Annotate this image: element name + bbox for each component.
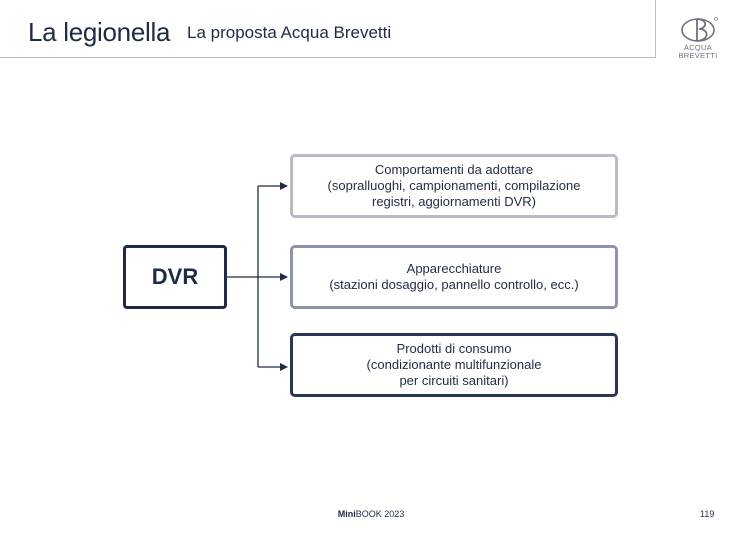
footer-book-title xyxy=(0,509,742,519)
footer-book-bold: Mini xyxy=(337,509,356,519)
item-1-line-2: (sopralluoghi, campionamenti, compilazione xyxy=(327,178,581,193)
page-number: 119 xyxy=(700,509,715,519)
item-3-line-2: (condizionante multifunzionale xyxy=(366,357,542,372)
page-subtitle: La proposta Acqua Brevetti xyxy=(187,23,392,42)
item-box-prodotti xyxy=(290,333,618,397)
item-3-line-1: Prodotti di consumo xyxy=(396,341,512,356)
item-1-line-1: Comportamenti da adottare xyxy=(374,162,534,177)
item-1-line-3: registri, aggiornamenti DVR) xyxy=(371,194,536,209)
logo-line-1: ACQUA xyxy=(683,43,713,52)
footer-book-rest: BOOK 2023 xyxy=(355,509,405,519)
logo-line-2: BREVETTI xyxy=(678,51,718,60)
item-2-line-1: Apparecchiature xyxy=(406,261,502,276)
page-title: La legionella xyxy=(28,17,171,47)
item-box-apparecchiature xyxy=(290,245,618,309)
item-3-line-3: per circuiti sanitari) xyxy=(399,373,509,388)
item-box-comportamenti xyxy=(290,154,618,218)
item-2-line-2: (stazioni dosaggio, pannello controllo, ecc.) xyxy=(329,277,579,292)
dvr-box: DVR xyxy=(123,245,227,309)
